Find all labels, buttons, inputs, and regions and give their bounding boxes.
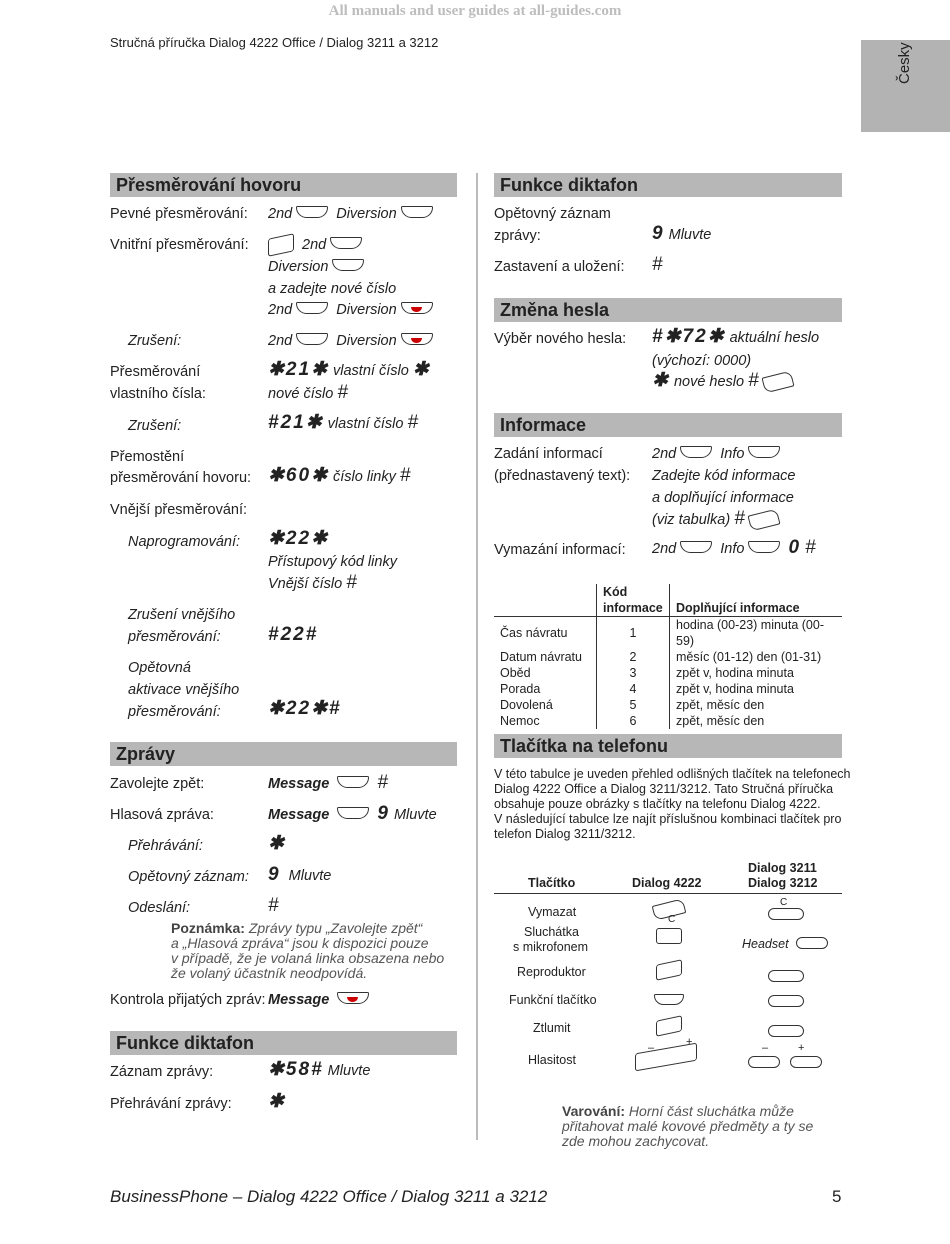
table-row: Dovolená 5 zpět, měsíc den bbox=[494, 697, 842, 713]
label-zruseni-vnejsiho-2: přesměrování: bbox=[128, 629, 221, 645]
softkey-red-icon bbox=[337, 992, 369, 1004]
zavolejte-keys: Message # bbox=[268, 772, 388, 793]
section-informace bbox=[494, 413, 842, 437]
prehravani-zpravy-key: ✱ bbox=[268, 1091, 286, 1112]
vyber-nove: ✱ nové heslo # bbox=[652, 371, 793, 392]
buttons-table-header bbox=[494, 860, 842, 894]
label-zaznam-zpravy: Záznam zprávy: bbox=[110, 1064, 214, 1080]
label-premosteni-1: Přemostění bbox=[110, 449, 185, 465]
section-title: Funkce diktafon bbox=[500, 175, 639, 195]
label-zavolejte: Zavolejte zpět: bbox=[110, 776, 205, 792]
label-zruseni-2: Zrušení: bbox=[128, 418, 182, 434]
info-header-kod: Kód informace bbox=[597, 584, 670, 617]
btn-row-hlasitost: Hlasitost bbox=[528, 1053, 576, 1067]
kontrola-keys: Message bbox=[268, 990, 373, 1010]
label-hlasova: Hlasová zpráva: bbox=[110, 807, 214, 823]
label-vnejsi: Vnější přesměrování: bbox=[110, 502, 248, 518]
table-row: Oběd 3 zpět v, hodina minuta bbox=[494, 665, 842, 681]
language-tab bbox=[861, 40, 950, 132]
btn-row-sluchatka-1: Sluchátka bbox=[524, 925, 579, 939]
volume-down-3212-icon bbox=[748, 1056, 780, 1068]
softkey-icon bbox=[296, 333, 328, 345]
headset-label-3212: Headset bbox=[742, 937, 789, 951]
label-odeslani: Odeslání: bbox=[128, 900, 191, 916]
clear-key-letter-3212: C bbox=[780, 897, 788, 908]
presm-vlastniho-nove: nové číslo # bbox=[268, 382, 348, 403]
info-header-empty bbox=[494, 584, 597, 617]
opetovny-zaznam-keys: 9 Mluvte bbox=[268, 864, 332, 885]
softkey-icon bbox=[337, 807, 369, 819]
softkey-red-icon bbox=[401, 333, 433, 345]
vnitrni-confirm: 2nd Diversion bbox=[268, 300, 437, 320]
softkey-icon bbox=[296, 302, 328, 314]
zastaveni-key: # bbox=[652, 254, 663, 275]
section-title: Přesměrování hovoru bbox=[116, 175, 302, 195]
btn-header-3212: Dialog 3212 bbox=[748, 876, 818, 890]
label-presm-vlastniho-2: vlastního čísla: bbox=[110, 386, 206, 402]
vnitrni-zadejte: a zadejte nové číslo bbox=[268, 281, 397, 297]
label-premosteni-2: přesměrování hovoru: bbox=[110, 470, 252, 486]
softkey-icon bbox=[330, 237, 362, 249]
volume-minus-3212: – bbox=[762, 1042, 769, 1054]
softkey-icon bbox=[337, 776, 369, 788]
opetovny-keys: 9 Mluvte bbox=[652, 223, 712, 244]
watermark: All manuals and user guides at all-guides.com bbox=[328, 3, 622, 19]
label-kontrola: Kontrola přijatých zpráv: bbox=[110, 992, 266, 1008]
zruseni-vnejsiho-code: #22# bbox=[268, 624, 319, 645]
info-header-doplnujici: Doplňující informace bbox=[670, 584, 843, 617]
volume-plus-3212: + bbox=[798, 1042, 805, 1054]
btn-row-ztlumit: Ztlumit bbox=[533, 1021, 571, 1035]
section-presmerovani bbox=[110, 173, 457, 197]
column-divider bbox=[476, 173, 478, 1140]
presm-vlastniho-code: ✱21✱ vlastní číslo ✱ bbox=[268, 359, 431, 380]
zruseni-2-code: #21✱ vlastní číslo # bbox=[268, 412, 419, 433]
label-presm-vlastniho-1: Přesměrování bbox=[110, 364, 201, 380]
table-row: Nemoc 6 zpět, měsíc den bbox=[494, 713, 842, 729]
note-block: Poznámka: Zprávy typu „Zavolejte zpět“ a „Hlasová zpráva“ jsou k dispozici pouze v případě, že je volaná linka obsazena nebo že volaný účastník neodpovídá. bbox=[171, 920, 445, 981]
softkey-icon bbox=[680, 446, 712, 458]
softkey-icon bbox=[680, 541, 712, 553]
section-heslo bbox=[494, 298, 842, 322]
btn-row-funkcni: Funkční tlačítko bbox=[509, 993, 597, 1007]
warning-block: Varování: Horní část sluchátka může přitahovat malé kovové předměty a ty se zde mohou zachycovat. bbox=[562, 1103, 814, 1149]
table-row: Porada 4 zpět v, hodina minuta bbox=[494, 681, 842, 697]
hash-icon: # bbox=[337, 382, 348, 403]
vnitrni-diversion: Diversion bbox=[268, 257, 368, 277]
section-diktafon-right bbox=[494, 173, 842, 197]
label-vymazani: Vymazání informací: bbox=[494, 542, 626, 558]
label-zruseni-vnejsiho-1: Zrušení vnějšího bbox=[128, 607, 236, 623]
speaker-key-icon bbox=[656, 959, 682, 981]
softkey-icon bbox=[401, 206, 433, 218]
clear-key-3212-icon bbox=[768, 908, 804, 920]
vymazani-keys: 2nd Info 0 # bbox=[652, 537, 816, 558]
label-naprogramovani: Naprogramování: bbox=[128, 534, 241, 550]
label-opetovny-2: zprávy: bbox=[494, 228, 541, 244]
label-zadani-1: Zadání informací bbox=[494, 446, 603, 462]
btn-row-sluchatka-2: s mikrofonem bbox=[513, 940, 589, 954]
odeslani-key: # bbox=[268, 895, 279, 916]
zaznam-zpravy-code: ✱58# Mluvte bbox=[268, 1059, 371, 1080]
tlacitka-intro: V této tabulce je uveden přehled odlišných tlačítek na telefonech Dialog 4222 Office a Dialog 3211/3212. Tato Stručná příručka obsahuje pouze obrázky s tlačítky na telefonu Dialog 4222. V následující tabulce lze najít příslušnou kombinaci tlačítek pro telefon Dialog 3211/3212. bbox=[494, 767, 851, 841]
zadani-keys: 2nd Info bbox=[652, 444, 784, 464]
volume-minus: – bbox=[648, 1042, 655, 1054]
softkey-icon bbox=[748, 446, 780, 458]
headset-key-icon bbox=[656, 928, 682, 944]
section-diktafon-left bbox=[110, 1031, 457, 1055]
volume-up-3212-icon bbox=[790, 1056, 822, 1068]
clear-key-icon bbox=[761, 371, 794, 394]
zadani-kod: Zadejte kód informace bbox=[652, 468, 796, 484]
function-key-3212-icon bbox=[768, 995, 804, 1007]
label-opetovna-1: Opětovná bbox=[128, 660, 191, 676]
section-title: Změna hesla bbox=[500, 300, 610, 320]
handset-key-icon bbox=[268, 233, 294, 257]
clear-key-letter: C bbox=[668, 914, 676, 925]
running-header: Stručná příručka Dialog 4222 Office / Dialog 3211 a 3212 bbox=[110, 35, 439, 50]
label-vyber: Výběr nového hesla: bbox=[494, 331, 627, 347]
opetovna-code: ✱22✱# bbox=[268, 698, 342, 719]
section-title: Funkce diktafon bbox=[116, 1033, 255, 1053]
vyber-vychozi: (výchozí: 0000) bbox=[652, 353, 752, 369]
footer-title: BusinessPhone – Dialog 4222 Office / Dialog 3211 a 3212 bbox=[110, 1187, 548, 1206]
section-zpravy bbox=[110, 742, 457, 766]
clear-key-icon bbox=[747, 509, 780, 532]
info-table bbox=[494, 584, 842, 729]
zadani-doplnujici: a doplňující informace bbox=[652, 490, 794, 506]
speaker-key-3212-icon bbox=[768, 970, 804, 982]
vyber-code: #✱72✱ aktuální heslo bbox=[652, 326, 820, 347]
naprogramovani-pristupovy: Přístupový kód linky bbox=[268, 554, 397, 570]
page-number: 5 bbox=[832, 1187, 842, 1206]
mute-key-3212-icon bbox=[768, 1025, 804, 1037]
softkey-red-icon bbox=[401, 302, 433, 314]
prehravani-key: ✱ bbox=[268, 833, 286, 854]
label-opetovny-1: Opětovný záznam bbox=[494, 206, 611, 222]
label-prehravani: Přehrávání: bbox=[128, 838, 203, 854]
label-vnitrni: Vnitřní přesměrování: bbox=[110, 237, 249, 253]
softkey-icon bbox=[748, 541, 780, 553]
volume-plus: + bbox=[686, 1036, 693, 1048]
pevne-keys: 2nd Diversion bbox=[268, 204, 437, 224]
vnitrni-keys: 2nd bbox=[268, 235, 366, 255]
section-title: Zprávy bbox=[116, 744, 176, 764]
language-label: Česky bbox=[896, 42, 913, 84]
softkey-icon bbox=[332, 259, 364, 271]
label-zadani-2: (přednastavený text): bbox=[494, 468, 631, 484]
label-pevne: Pevné přesměrování: bbox=[110, 206, 248, 222]
section-tlacitka bbox=[494, 734, 842, 758]
zruseni-keys: 2nd Diversion bbox=[268, 331, 437, 351]
premosteni-code: ✱60✱ číslo linky # bbox=[268, 465, 411, 486]
btn-row-reproduktor: Reproduktor bbox=[517, 965, 586, 979]
zadani-viz: (viz tabulka) # bbox=[652, 509, 779, 530]
label-opetovna-3: přesměrování: bbox=[128, 704, 221, 720]
btn-header-tlacitko: Tlačítko bbox=[528, 876, 576, 890]
btn-header-3211: Dialog 3211 bbox=[748, 861, 817, 875]
headset-key-3212-icon bbox=[796, 937, 828, 949]
function-key-icon bbox=[654, 994, 684, 1005]
softkey-icon bbox=[296, 206, 328, 218]
label-opetovny-zaznam: Opětovný záznam: bbox=[128, 869, 249, 885]
naprogramovani-vnejsi: Vnější číslo # bbox=[268, 572, 357, 593]
section-title: Tlačítka na telefonu bbox=[500, 736, 669, 756]
label-opetovna-2: aktivace vnějšího bbox=[128, 682, 240, 698]
btn-header-4222: Dialog 4222 bbox=[632, 876, 702, 890]
btn-row-vymazat: Vymazat bbox=[528, 905, 577, 919]
section-title: Informace bbox=[500, 415, 587, 435]
table-row: Čas návratu 1 hodina (00-23) minuta (00-59) bbox=[494, 617, 842, 650]
label-zastaveni: Zastavení a uložení: bbox=[494, 259, 625, 275]
label-zruseni: Zrušení: bbox=[128, 333, 182, 349]
table-row: Datum návratu 2 měsíc (01-12) den (01-31) bbox=[494, 649, 842, 665]
naprogramovani-code: ✱22✱ bbox=[268, 528, 329, 549]
hlasova-keys: Message 9 Mluvte bbox=[268, 803, 437, 824]
mute-key-icon bbox=[656, 1015, 682, 1037]
label-prehravani-zpravy: Přehrávání zprávy: bbox=[110, 1096, 232, 1112]
